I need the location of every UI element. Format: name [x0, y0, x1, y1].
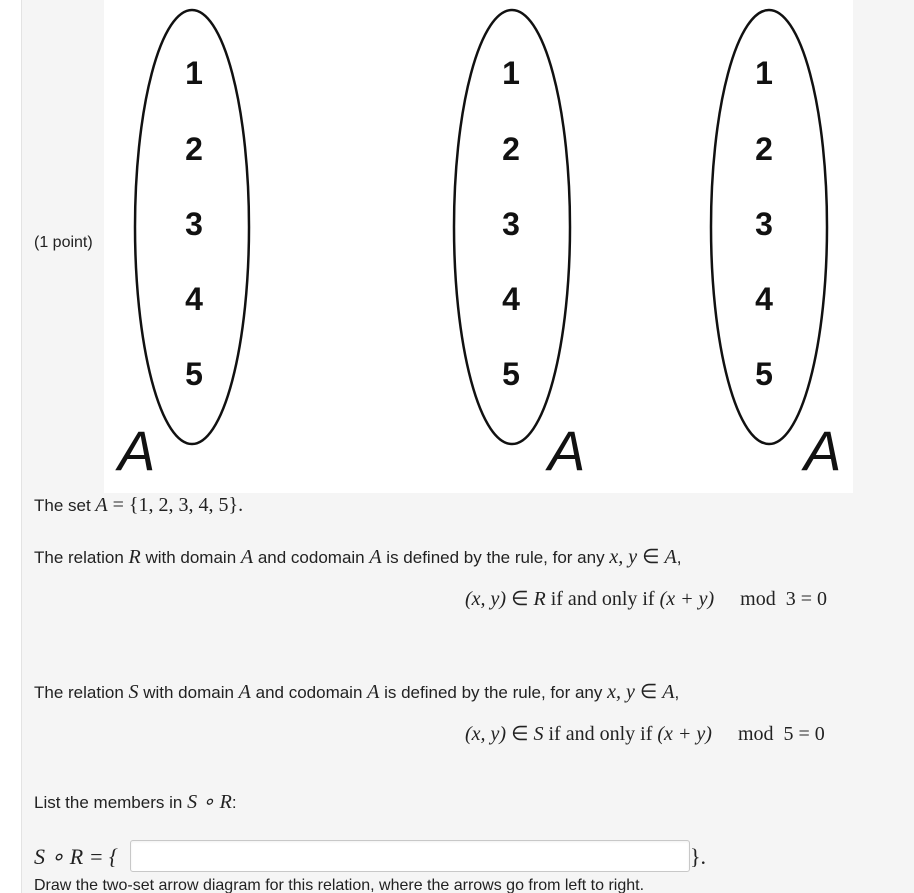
relation-s-rule-pair: (x, y) [465, 723, 507, 745]
set-2-name: A [548, 419, 586, 482]
instruction-text: Draw the two-set arrow diagram for this relation, where the arrows go from left to right. [34, 877, 645, 893]
set-1-element-3: 3 [185, 206, 203, 242]
list-prompt-colon: : [231, 793, 237, 812]
relation-r-rule-symbol: R [533, 588, 546, 610]
set-2-element-3: 3 [502, 206, 520, 242]
set-1-element-4: 4 [185, 281, 203, 317]
set-def-equals: = [107, 494, 129, 516]
list-prompt [34, 789, 237, 814]
relation-s-rule-in: ∈ [506, 723, 534, 745]
relation-s-text-2: with domain [138, 683, 239, 702]
set-def-members: {1, 2, 3, 4, 5} [128, 494, 239, 516]
set-3-element-1: 1 [755, 55, 773, 91]
relation-s-set: A [662, 681, 675, 703]
relation-s-rule-tail: 5 = 0 [783, 723, 825, 745]
set-1-element-5: 5 [185, 356, 203, 392]
relation-r-definition [34, 544, 681, 569]
relation-s-text-5: , [674, 683, 680, 702]
relation-s-domain: A [238, 681, 251, 703]
set-3-element-2: 2 [755, 131, 773, 167]
relation-r-text-2: with domain [140, 548, 241, 567]
set-def-period: . [238, 494, 244, 516]
set-3-name: A [804, 419, 842, 482]
answer-rhs: }. [690, 844, 707, 869]
relation-r-rule [465, 586, 827, 611]
relation-s-codomain: A [367, 681, 380, 703]
relation-r-vars: x, y [609, 546, 638, 568]
relation-s-rule-iff: if and only if [543, 723, 658, 745]
set-2-element-1: 1 [502, 55, 520, 91]
set-3-element-4: 4 [755, 281, 773, 317]
set-definition [34, 494, 243, 517]
relation-r-rule-sum: (x + y) [659, 588, 715, 610]
relation-s-text-3: and codomain [250, 683, 368, 702]
relation-r-text-1: The relation [34, 548, 129, 567]
relation-r-rule-pair: (x, y) [465, 588, 507, 610]
point-value-label: (1 point) [34, 234, 93, 251]
relation-r-text-5: , [676, 548, 682, 567]
set-def-prefix: The set [34, 496, 96, 515]
relation-s-definition [34, 679, 679, 704]
relation-r-rule-tail: 3 = 0 [785, 588, 828, 610]
relation-r-codomain: A [369, 546, 382, 568]
relation-s-vars: x, y [607, 681, 635, 703]
relation-r-in: ∈ [637, 546, 665, 568]
relation-r-text-4: is defined by the rule, for any [381, 548, 610, 567]
list-prompt-text: List the members in [34, 793, 188, 812]
relation-s-rule-sum: (x + y) [657, 723, 712, 745]
set-def-symbol: A [95, 494, 108, 516]
set-1-name: A [118, 419, 156, 482]
set-3-element-5: 5 [755, 356, 773, 392]
relation-r-symbol: R [128, 546, 141, 568]
relation-s-rule-mod: mod [737, 723, 774, 745]
set-2-element-5: 5 [502, 356, 520, 392]
relation-s-text-4: is defined by the rule, for any [379, 683, 608, 702]
relation-r-rule-iff: if and only if [545, 588, 660, 610]
list-prompt-expression: S ∘ R [187, 791, 232, 813]
set-3-element-3: 3 [755, 206, 773, 242]
relation-r-domain: A [240, 546, 254, 568]
relation-r-rule-mod: mod [740, 588, 776, 610]
relation-s-text-1: The relation [34, 683, 129, 702]
answer-lhs: S ∘ R = { [34, 844, 118, 869]
set-2-element-2: 2 [502, 131, 520, 167]
answer-input[interactable] [130, 840, 690, 872]
set-1-element-2: 2 [185, 131, 203, 167]
set-diagram-svg [104, 0, 853, 493]
relation-s-symbol: S [128, 681, 139, 703]
set-1-element-1: 1 [185, 55, 203, 91]
set-2-element-4: 4 [502, 281, 520, 317]
relation-s-rule-symbol: S [533, 723, 544, 745]
relation-s-in: ∈ [634, 681, 663, 703]
set-diagram [104, 0, 853, 493]
relation-r-rule-in: ∈ [506, 588, 534, 610]
relation-s-rule [465, 721, 825, 746]
relation-r-text-3: and codomain [253, 548, 370, 567]
relation-r-set: A [664, 546, 677, 568]
